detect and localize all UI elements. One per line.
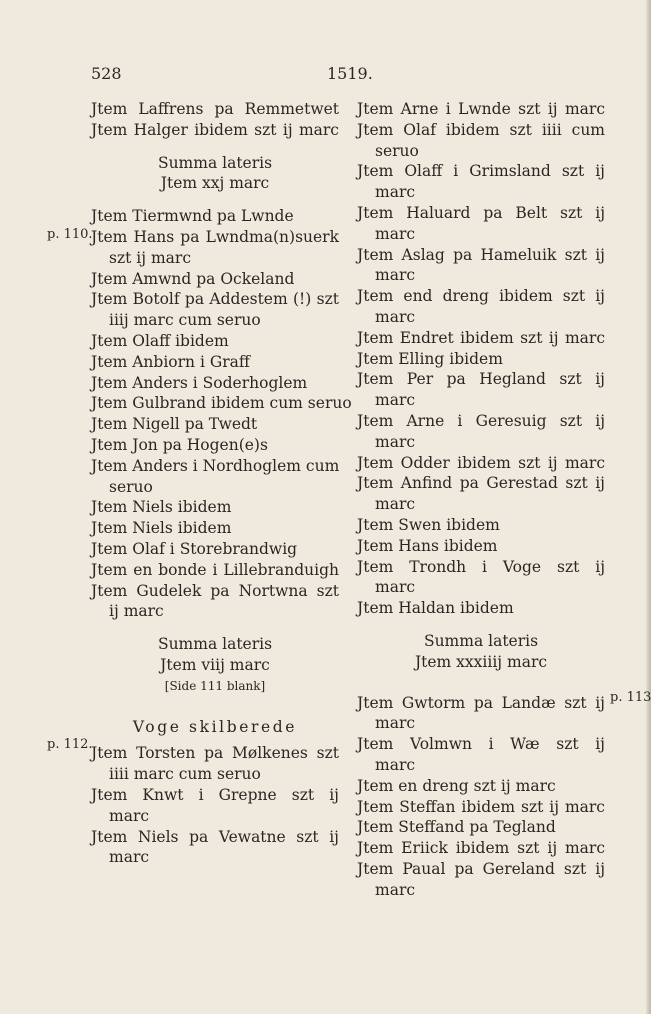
text-line: marc (375, 880, 416, 899)
text-line: Jtem Odder ibidem szt ij marc (357, 453, 605, 472)
spacer (91, 697, 339, 717)
text-line: Jtem Eriick ibidem szt ij marc (357, 839, 605, 858)
text-line: marc (109, 848, 150, 867)
text-line: Jtem Anfind pa Gerestad szt ij (357, 474, 605, 493)
text-line: marc (375, 307, 416, 326)
text-line: Jtem Per pa Hegland szt ij (357, 370, 605, 389)
text-line: Jtem Arne i Geresuig szt ij (357, 411, 605, 430)
text-line: seruo (109, 477, 153, 496)
text-line: Jtem Gulbrand ibidem cum seruo (91, 394, 352, 413)
text-line: iiij marc cum seruo (109, 311, 261, 330)
text-line: marc (375, 266, 416, 285)
text-line: Jtem xxxiiij marc (414, 652, 548, 671)
text-line: marc (375, 391, 416, 410)
text-line: Jtem Arne i Lwnde szt ij marc (357, 100, 605, 118)
text-line: Jtem Olaff i Grimsland szt ij (357, 162, 605, 181)
text-line: Jtem Gudelek pa Nortwna szt (91, 581, 339, 600)
text-line: Jtem Endret ibidem szt ij marc (357, 328, 605, 347)
text-line: Jtem xxj marc (160, 174, 270, 193)
text-line: Jtem Anbiorn i Graff (91, 352, 250, 371)
text-line: Jtem Elling ibidem (357, 349, 503, 368)
text-line: marc (375, 755, 416, 774)
text-line: Jtem Olaf i Storebrandwig (91, 539, 298, 558)
text-line: Jtem Knwt i Grepne szt ij (91, 785, 339, 804)
text-line: szt ij marc (109, 248, 191, 267)
text-line: Jtem en dreng szt ij marc (357, 776, 556, 795)
text-line: Jtem Anders i Nordhoglem cum (91, 456, 340, 475)
spacer (91, 194, 339, 206)
margin-note-p112: p. 112. (47, 737, 93, 752)
text-line: Jtem Trondh i Voge szt ij (357, 557, 605, 576)
spacer (91, 622, 339, 634)
text-line: Jtem Tiermwnd pa Lwnde (91, 207, 294, 226)
text-line: Summa lateris (157, 153, 273, 172)
text-line: Jtem Aslag pa Hameluik szt ij (357, 245, 605, 264)
text-line: Jtem Niels ibidem (91, 498, 232, 517)
text-line: Jtem Jon pa Hogen(e)s (91, 435, 268, 454)
text-line: Jtem Olaff ibidem (91, 331, 229, 350)
text-line: marc (375, 183, 416, 202)
margin-note-p110: p. 110. (47, 227, 93, 242)
text-line: Jtem Swen ibidem (357, 515, 500, 534)
spacer (357, 673, 605, 693)
text-line: Voge skilberede (132, 717, 298, 736)
page-year: 1519. (327, 64, 373, 83)
spacer (91, 141, 339, 153)
text-line: Summa lateris (423, 631, 539, 650)
text-line: Jtem Halger ibidem szt ij marc (91, 120, 339, 139)
text-line: Jtem Niels ibidem (91, 519, 232, 538)
text-line: Summa lateris (157, 635, 273, 654)
text-line: Jtem viij marc (160, 655, 270, 674)
text-line: seruo (375, 141, 419, 160)
text-line: ij marc (109, 602, 164, 621)
text-line: Jtem Steffan ibidem szt ij marc (357, 797, 605, 816)
text-line: marc (375, 224, 416, 243)
text-line: [Side 111 blank] (164, 678, 266, 693)
page-number: 528 (91, 64, 122, 83)
right-column (357, 99, 605, 900)
text-line: Jtem Haldan ibidem (357, 599, 514, 618)
running-header (0, 64, 651, 86)
left-column (91, 99, 352, 868)
text-line: marc (375, 432, 416, 451)
text-line: Jtem end dreng ibidem szt ij (357, 287, 605, 306)
page-edge (646, 0, 651, 1014)
text-line: Jtem Steffand pa Tegland (357, 818, 556, 837)
margin-note-p113: p. 113 (610, 690, 651, 705)
text-line: Jtem Nigell pa Twedt (91, 415, 258, 434)
text-line: Jtem en bonde i Lillebranduigh (91, 560, 339, 579)
text-line: iiii marc cum seruo (109, 765, 261, 784)
text-line: Jtem Niels pa Vewatne szt ij (91, 827, 339, 846)
spacer (357, 619, 605, 631)
text-line: marc (109, 806, 150, 825)
text-line: Jtem Paual pa Gereland szt ij (357, 859, 605, 878)
text-line: Jtem Anders i Soderhoglem (91, 373, 308, 392)
text-line: Jtem Gwtorm pa Landæ szt ij (357, 693, 605, 712)
text-line: Jtem Laffrens pa Remmetwet (91, 100, 339, 118)
text-line: marc (375, 714, 416, 733)
text-line: Jtem Olaf ibidem szt iiii cum (357, 120, 605, 139)
text-line: Jtem Haluard pa Belt szt ij (357, 203, 605, 222)
text-line: marc (375, 495, 416, 514)
text-line: Jtem Botolf pa Addestem (!) szt (91, 290, 339, 309)
text-line: Jtem Hans pa Lwndma(n)suerk (91, 227, 339, 246)
text-line: Jtem Amwnd pa Ockeland (91, 269, 295, 288)
text-line: Jtem Torsten pa Mølkenes szt (91, 744, 339, 763)
text-line: Jtem Hans ibidem (357, 536, 498, 555)
text-line: marc (375, 578, 416, 597)
text-line: Jtem Volmwn i Wæ szt ij (357, 735, 605, 754)
